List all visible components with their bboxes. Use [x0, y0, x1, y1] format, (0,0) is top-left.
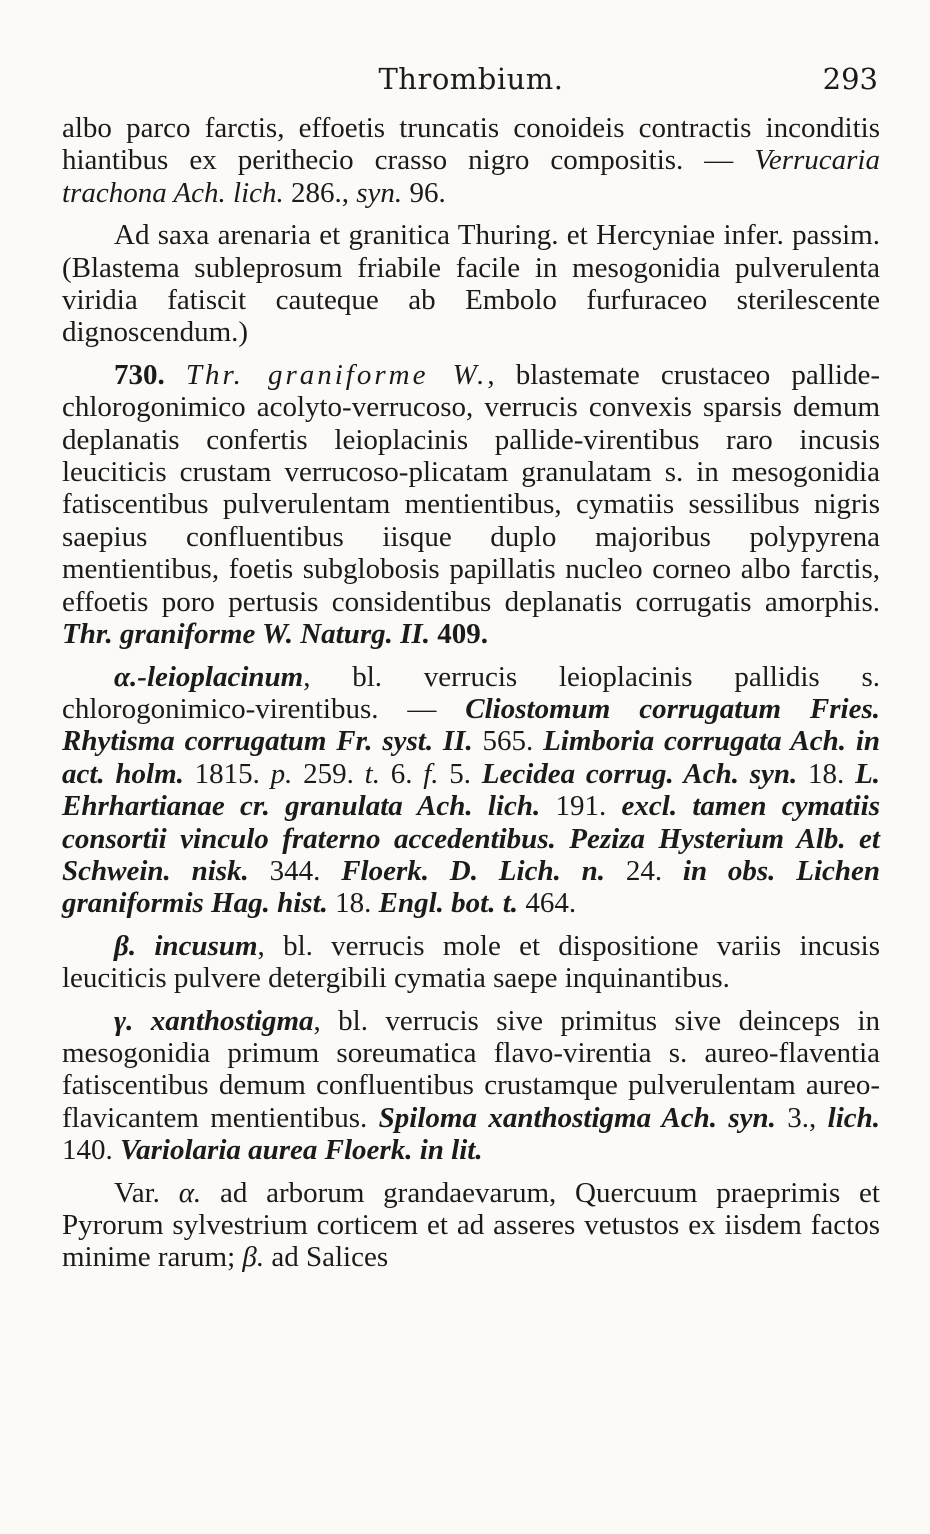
text-run: p. [270, 757, 293, 790]
text-run: 286., [283, 176, 357, 209]
text-run: , bl. verrucis leioplacinis pallidis s. chlorogonimico-virentibus. — [62, 660, 880, 725]
text-run: Var. [114, 1176, 179, 1209]
text-run: Lecidea corrug. Ach. syn. [481, 757, 798, 790]
text-run: Limboria corrugata Ach. in act. holm. [62, 725, 881, 790]
text-run: lich. [827, 1101, 881, 1134]
text-run: , blastemate crustaceo pallide-chlorogonimico acolyto-verrucoso, verrucis convexis sparsis demum deplanatis confertis leioplacinis pallide-virentibus raro incusis leuciticis crustam verrucoso-plicatam granulatam s. in mesogonidia fatiscentibus pulverulentam mentientibus, cymatiis sessilibus nigris saepius confluentibus iisque duplo majoribus polypyrena mentientibus, foetis subglobosis papillatis nucleo corneo albo farctis, effoetis poro pertusis considentibus deplanatis corrugatis amorphis. [62, 358, 881, 618]
text-run: 3., [775, 1101, 828, 1134]
text-run: albo parco farctis, effoetis truncatis conoideis contractis inconditis hiantibus ex perithecio crasso nigro compositis. — [62, 112, 880, 177]
text-run: , bl. verrucis mole et dispositione variis incusis leuciticis pulvere detergibili cymatia saepe inquinantibus. [62, 929, 881, 995]
text-run: syn. [356, 176, 403, 209]
text-run: ad arborum grandaevarum, Quercuum praeprimis et Pyrorum sylvestrium corticem et ad asseres vetustos ex iisdem factos minime rarum; [62, 1176, 880, 1274]
text-run: β. [242, 1241, 265, 1274]
species-number: 730. [114, 358, 165, 391]
text-run: Cliostomum corrugatum Fries. Rhytisma corrugatum Fr. syst. II. [62, 692, 880, 758]
text-run: 464. [518, 887, 577, 920]
text-run: 96. [402, 176, 446, 209]
text-run: 259. [292, 757, 365, 790]
page-header [62, 60, 880, 112]
text-run: 409. [429, 618, 488, 651]
text-run: ad Salices [264, 1241, 389, 1274]
paragraph-species-730 [62, 359, 880, 651]
text-run [165, 359, 186, 391]
text-run: t. [364, 757, 380, 790]
text-run: Thr. graniforme W. Naturg. II. [62, 618, 430, 651]
text-run: Verrucaria trachona Ach. lich. [62, 144, 880, 209]
text-run: L. Ehrhartianae cr. granulata Ach. lich. [62, 757, 881, 823]
body-text [62, 112, 880, 1274]
variety-name: β. incusum [114, 929, 258, 962]
book-page [62, 60, 880, 1274]
page-number: 293 [822, 62, 878, 96]
text-run: 140. [62, 1134, 120, 1167]
text-run: 344. [248, 854, 342, 887]
text-run: 18. [327, 887, 379, 920]
text-run: 6. [379, 757, 424, 790]
text-run: Engl. bot. t. [378, 887, 519, 920]
text-run: 191. [540, 790, 622, 823]
text-run: 5. [438, 757, 482, 790]
paragraph-habitat [62, 219, 880, 349]
text-run: 565. [472, 725, 544, 758]
text-run: 18. [797, 757, 856, 790]
text-run: Ad saxa arenaria et granitica Thuring. et Hercyniae infer. passim. (Blastema subleprosum friabile facile in mesogonidia pulverulenta viridia fatiscit cauteque ab Embolo furfuraceo sterilescente dignoscendum.) [62, 219, 880, 349]
text-run: , bl. verrucis sive primitus sive deinceps in mesogonidia primum soreumatica flavo-virentia s. aureo-flaventia fatiscentibus demum confluentibus crustamque pulverulentam aureo-flavicantem mentientibus. [62, 1004, 880, 1134]
text-run: in obs. Lichen graniformis Hag. hist. [62, 854, 881, 920]
paragraph-continuation [62, 112, 880, 209]
text-run: Spiloma xanthostigma Ach. syn. [378, 1101, 776, 1134]
paragraph-variety-gamma [62, 1005, 880, 1167]
text-run: α. [178, 1176, 202, 1209]
paragraph-variety-beta [62, 930, 880, 995]
text-run: excl. tamen cymatiis consortii vinculo fraterno accedentibus. Peziza Hysterium Alb. et Schwein. nisk. [62, 790, 880, 887]
paragraph-varieties-habitat [62, 1177, 880, 1274]
text-run: Variolaria aurea Floerk. in lit. [120, 1134, 483, 1167]
text-run: 24. [605, 854, 683, 887]
text-run: f. [423, 757, 439, 790]
variety-name: α.-leioplacinum [114, 660, 304, 693]
paragraph-variety-alpha [62, 661, 880, 920]
species-name: Thr. graniforme W. [185, 358, 488, 391]
variety-name: γ. xanthostigma [114, 1004, 314, 1037]
text-run: Floerk. D. Lich. n. [341, 854, 606, 887]
running-title: Thrombium. [378, 62, 564, 96]
text-run: 1815. [183, 757, 271, 790]
